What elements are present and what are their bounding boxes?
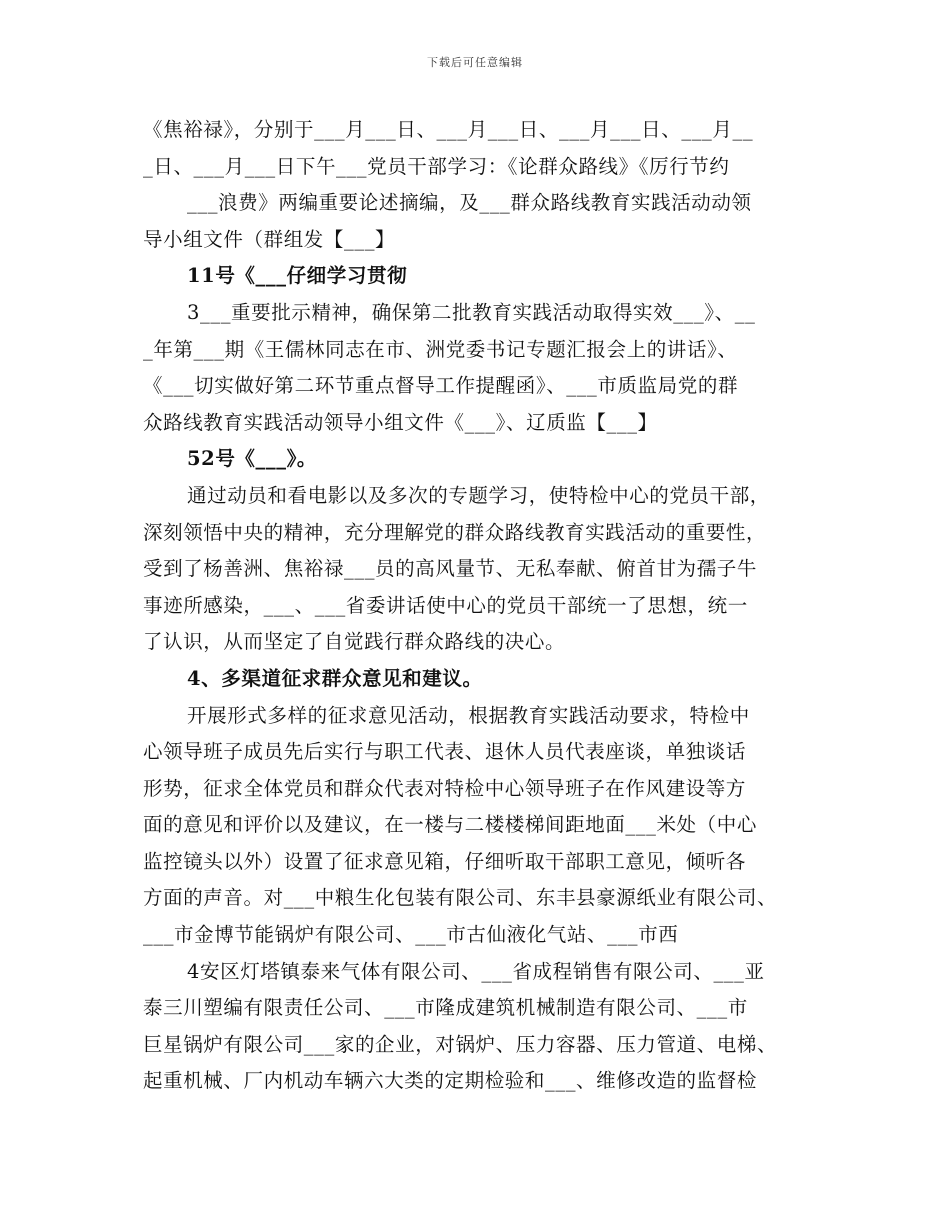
text-line: 3___重要批示精神，确保第二批教育实践活动取得实效___》、__: [187, 300, 756, 324]
text-line: 深刻领悟中央的精神，充分理解党的群众路线教育实践活动的重要性，: [143, 520, 767, 544]
text-line: 监控镜头以外）设置了征求意见箱，仔细听取干部职工意见，倾听各: [143, 849, 747, 873]
text-line: 起重机械、厂内机动车辆六大类的定期检验和___、维修改造的监督检: [143, 1069, 757, 1093]
text-line: 通过动员和看电影以及多次的专题学习，使特检中心的党员干部，: [187, 483, 770, 507]
text-line: 心领导班子成员先后实行与职工代表、退休人员代表座谈，单独谈话: [143, 740, 747, 764]
document-body: [143, 112, 813, 1100]
text-line: 《___切实做好第二环节重点督导工作提醒函》、___市质监局党的群: [143, 374, 739, 398]
text-line: 巨星锅炉有限公司___家的企业，对锅炉、压力容器、压力管道、电梯、: [143, 1032, 778, 1056]
text-line: 面的意见和评价以及建议，在一楼与二楼楼梯间距地面___米处（中心: [143, 813, 757, 837]
text-line: 众路线教育实践活动领导小组文件《___》、辽质监【___】: [143, 410, 658, 434]
text-line: 受到了杨善洲、焦裕禄___员的高风量节、无私奉献、俯首甘为孺子牛: [143, 557, 757, 581]
page-header: 下载后可任意编辑: [427, 56, 523, 69]
text-line: _年第___期《王儒林同志在市、洲党委书记专题汇报会上的讲话》、: [143, 337, 738, 361]
text-line: ___市金博节能锅炉有限公司、___市古仙液化气站、___市西: [143, 923, 679, 947]
section-heading-line: 11号《___仔细学习贯彻: [187, 264, 408, 288]
text-line: 开展形式多样的征求意见活动，根据教育实践活动要求，特检中: [187, 703, 750, 727]
text-line: 导小组文件（群组发【___】: [143, 227, 396, 251]
section-heading-line: 4、多渠道征求群众意见和建议。: [187, 666, 483, 690]
text-line: 了认识，从而坚定了自觉践行群众路线的决心。: [143, 630, 566, 654]
text-line: 《焦裕禄》，分别于___月___日、___月___日、___月___日、___月__: [143, 118, 754, 141]
text-line: 事迹所感染，___、___省委讲话使中心的党员干部统一了思想，统一: [143, 593, 748, 617]
text-line: 方面的声音。对___中粮生化包装有限公司、东丰县豪源纸业有限公司、: [143, 886, 778, 910]
text-line: _日、___月___日下午___党员干部学习：《论群众路线》《厉行节约: [143, 154, 730, 178]
text-line: 泰三川塑编有限责任公司、___市隆成建筑机械制造有限公司、___市: [143, 996, 748, 1020]
text-line: 4安区灯塔镇泰来气体有限公司、___省成程销售有限公司、___亚: [187, 959, 765, 983]
section-heading-line: 52号《___》。: [187, 447, 318, 471]
text-line: ___浪费》两编重要论述摘编，及___群众路线教育实践活动动领: [187, 191, 752, 215]
text-line: 形势，征求全体党员和群众代表对特检中心领导班子在作风建设等方: [143, 776, 747, 800]
